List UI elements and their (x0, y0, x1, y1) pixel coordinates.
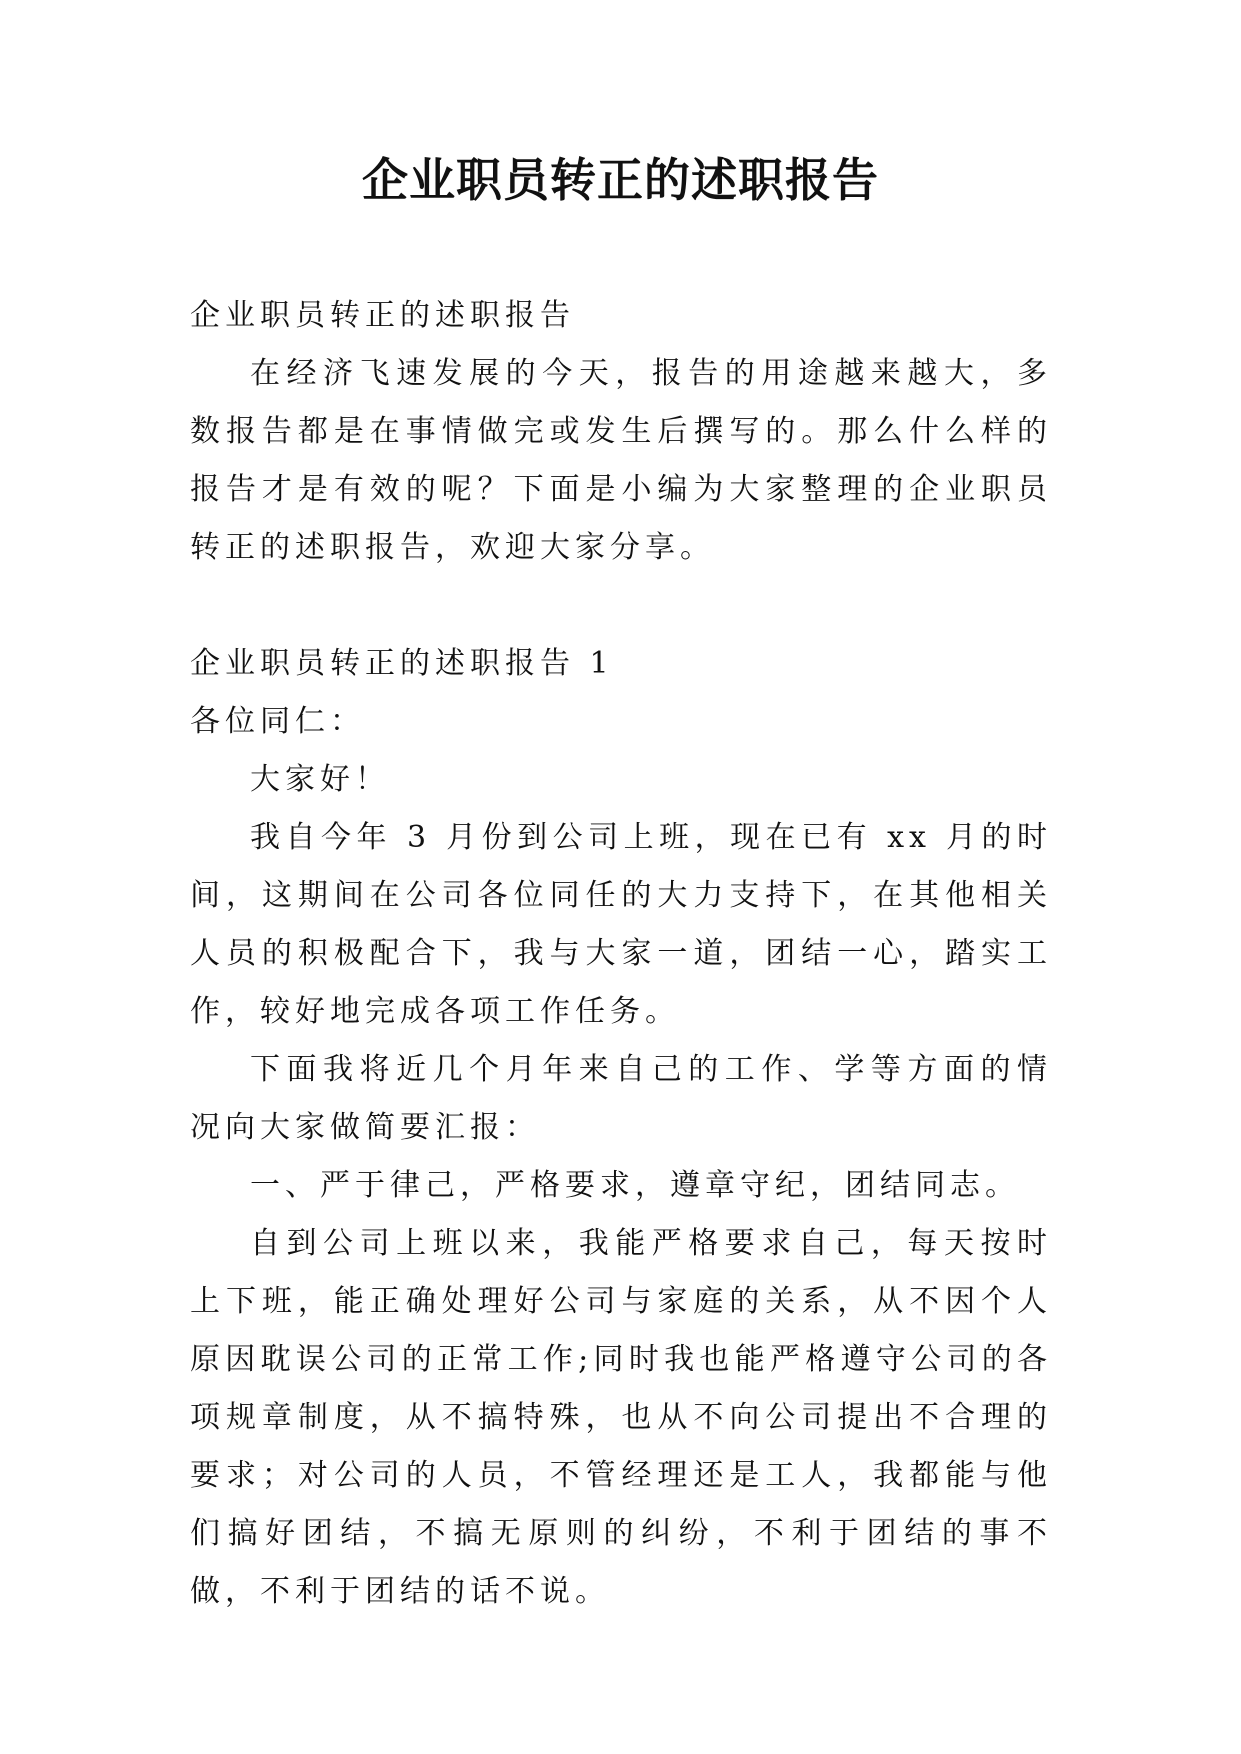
paragraph-report-intro: 下面我将近几个月年来自己的工作、学等方面的情况向大家做简要汇报： (190, 1052, 1052, 1145)
subheading-discipline: 一、严于律己，严格要求，遵章守纪，团结同志。 (250, 1168, 1020, 1203)
document-body (190, 287, 1052, 1621)
paragraph-work-period: 我自今年 3 月份到公司上班，现在已有 xx 月的时间，这期间在公司各位同任的大力支持下，在其他相关人员的积极配合下，我与大家一道，团结一心，踏实工作，较好地完成各项工作任务。 (190, 820, 1052, 1029)
section-heading: 企业职员转正的述职报告 1 (190, 646, 614, 681)
salutation: 各位同仁： (190, 704, 365, 739)
greeting: 大家好！ (250, 762, 390, 797)
paragraph-discipline: 自到公司上班以来，我能严格要求自己，每天按时上下班，能正确处理好公司与家庭的关系，从不因个人原因耽误公司的正常工作;同时我也能严格遵守公司的各项规章制度，从不搞特殊，也从不向公司提出不合理的要求；对公司的人员，不管经理还是工人，我都能与他们搞好团结，不搞无原则的纠纷，不利于团结的事不做，不利于团结的话不说。 (190, 1226, 1052, 1609)
document-title: 企业职员转正的述职报告 (362, 153, 879, 207)
paragraph-heading: 企业职员转正的述职报告 (190, 298, 575, 333)
paragraph-intro: 在经济飞速发展的今天，报告的用途越来越大，多数报告都是在事情做完或发生后撰写的。那么什么样的报告才是有效的呢？下面是小编为大家整理的企业职员转正的述职报告，欢迎大家分享。 (190, 356, 1052, 565)
